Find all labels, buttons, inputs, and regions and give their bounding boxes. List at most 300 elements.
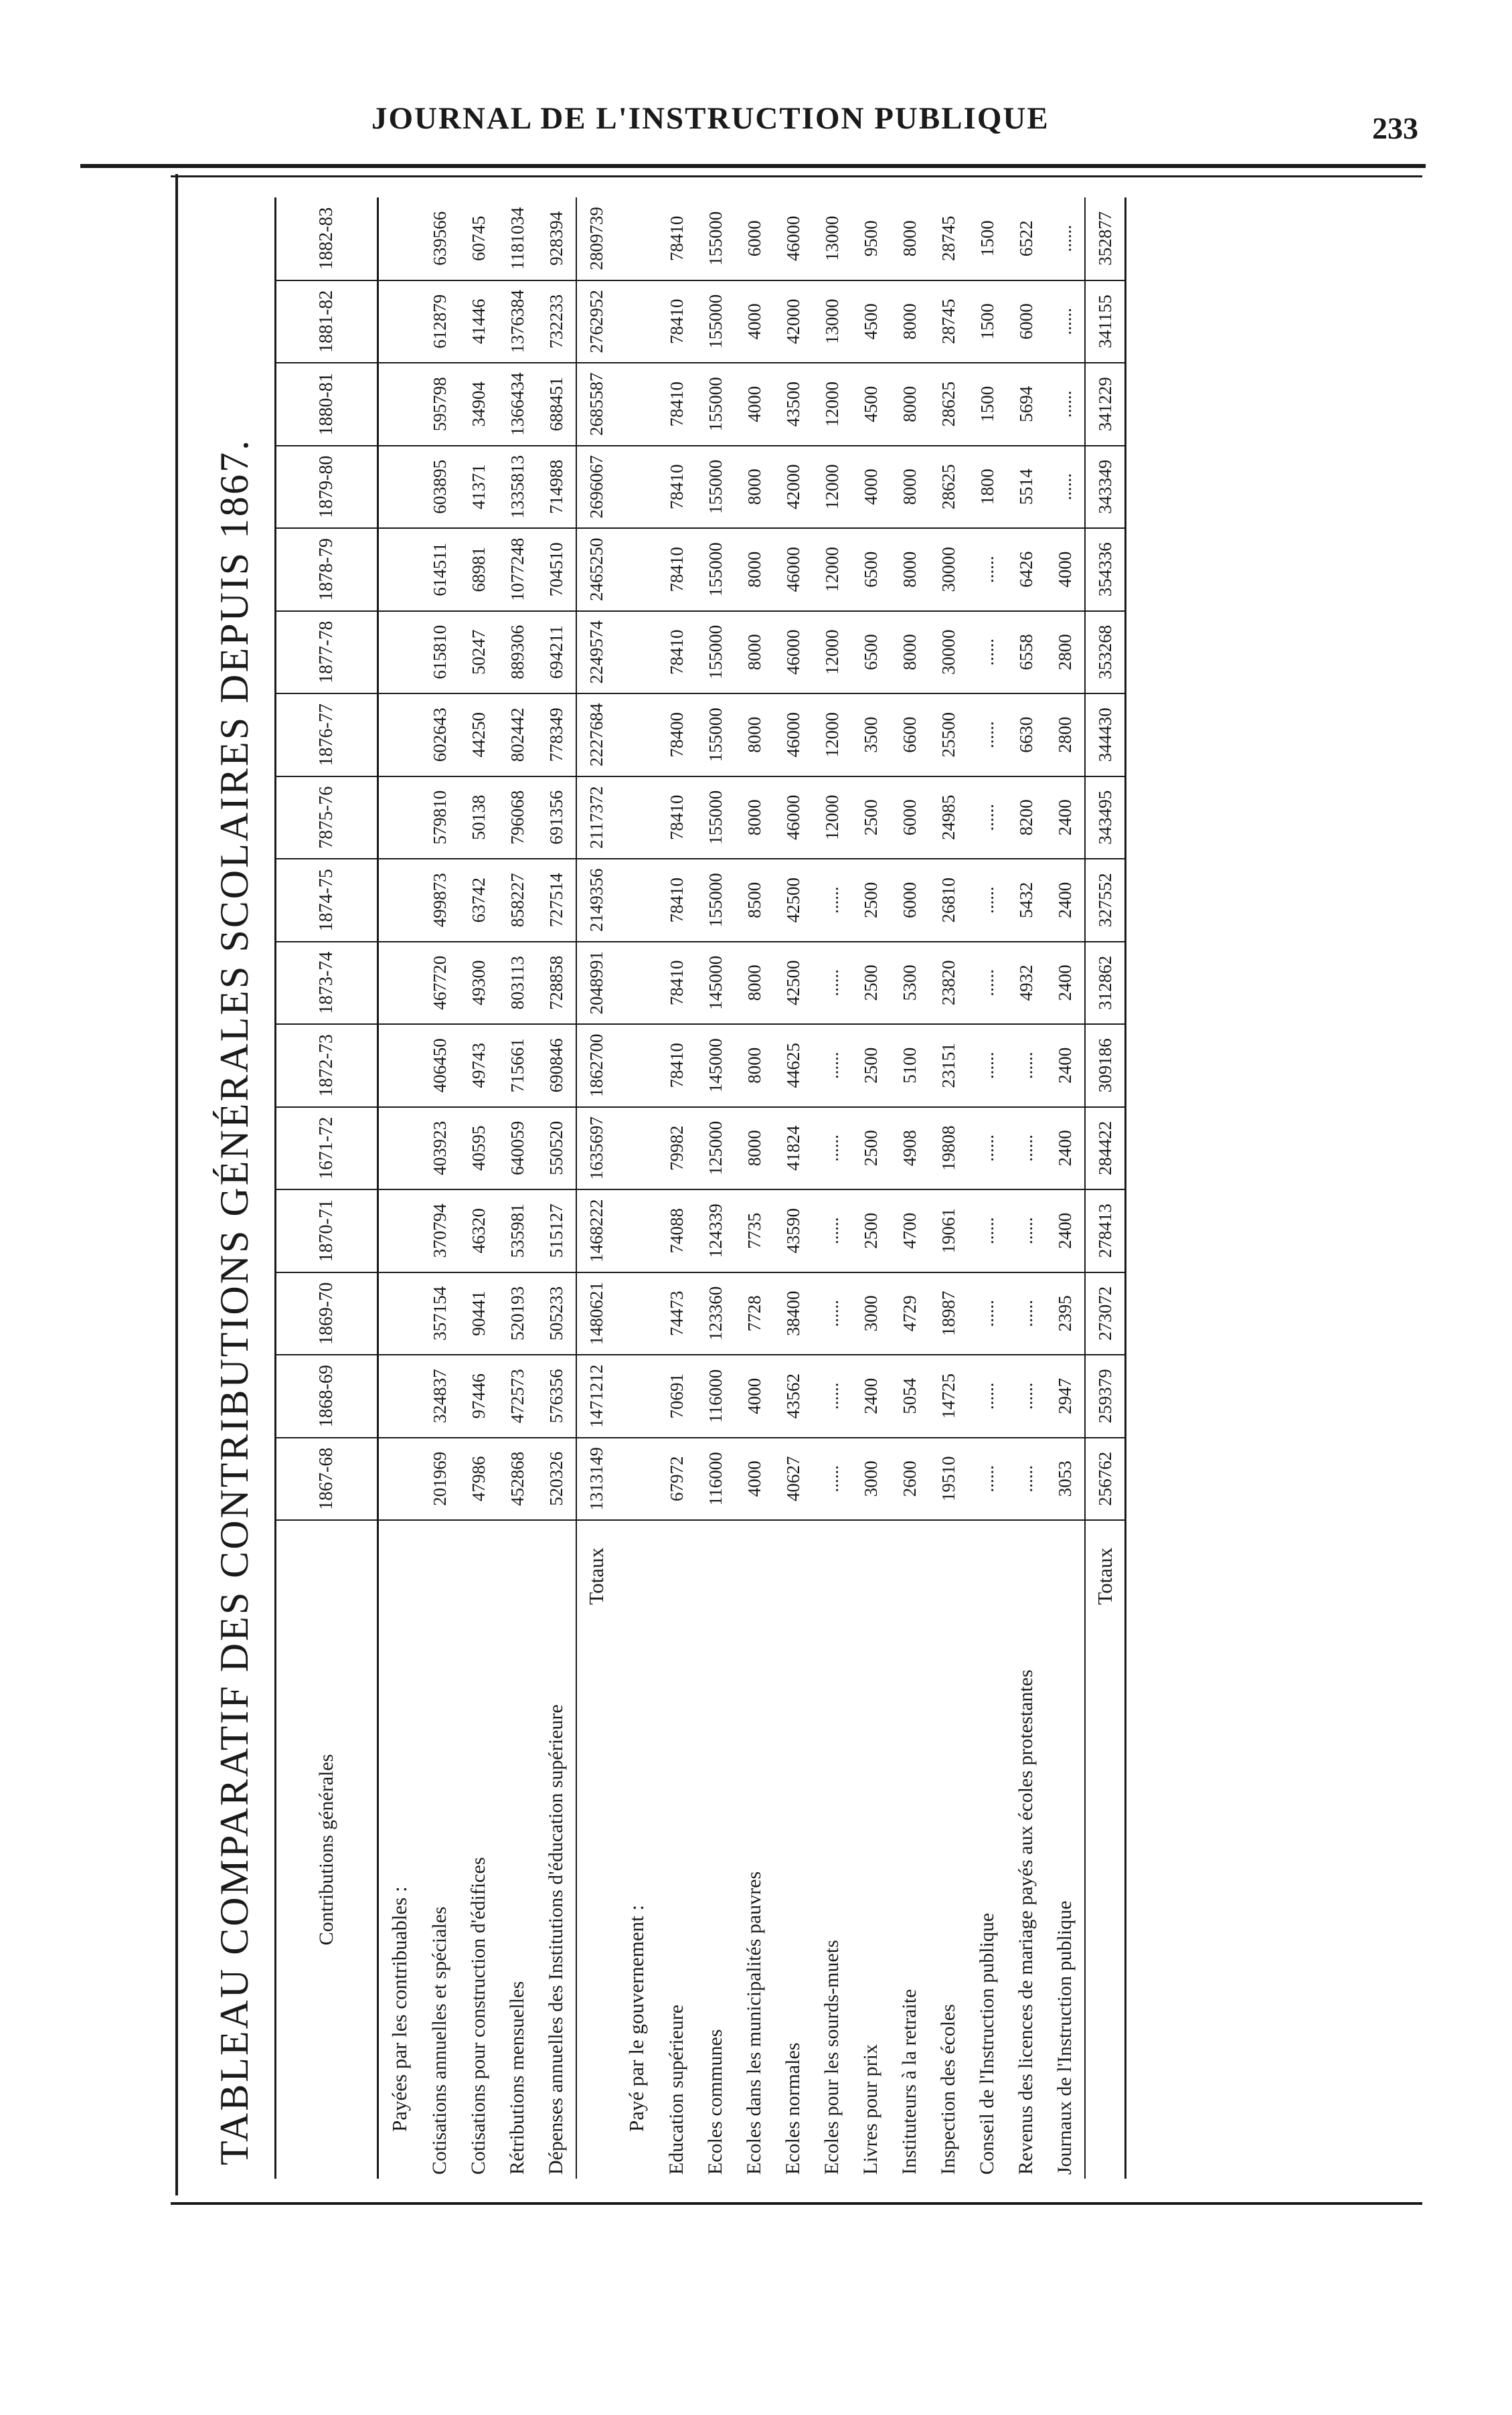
value-cell: ...... — [1007, 1189, 1045, 1272]
row-label: Journaux de l'Instruction publique — [1054, 1900, 1076, 2175]
value-cell: 2696067 — [576, 446, 616, 529]
empty-cell — [616, 446, 657, 529]
value-cell: 49300 — [459, 942, 498, 1025]
value-cell: 2500 — [851, 776, 890, 859]
value-cell: 341229 — [1085, 363, 1126, 446]
value-cell: ...... — [1007, 1024, 1045, 1107]
value-cell: 5300 — [890, 942, 929, 1025]
value-cell: ...... — [813, 859, 851, 942]
empty-cell — [378, 446, 421, 529]
value-cell: 50138 — [459, 776, 498, 859]
value-cell: ...... — [968, 693, 1007, 776]
value-cell: 1635697 — [576, 1107, 616, 1190]
value-cell: 19808 — [929, 1107, 968, 1190]
value-cell: 8000 — [890, 446, 929, 529]
table-row — [968, 197, 1007, 2179]
year-header: 1880-81 — [276, 363, 378, 446]
year-header: 7875-76 — [276, 776, 378, 859]
value-cell: 6500 — [851, 611, 890, 694]
value-cell: 403923 — [420, 1107, 459, 1190]
value-cell: 8000 — [890, 528, 929, 611]
value-cell: 1480621 — [576, 1272, 616, 1355]
value-cell: 78410 — [657, 446, 696, 529]
empty-cell — [378, 1355, 421, 1438]
empty-cell — [616, 280, 657, 363]
value-cell: 6600 — [890, 693, 929, 776]
value-cell: ...... — [1045, 363, 1085, 446]
table-row — [657, 197, 696, 2179]
value-cell: 38400 — [774, 1272, 813, 1355]
value-cell: 19510 — [929, 1438, 968, 1521]
value-cell: ...... — [968, 1024, 1007, 1107]
header-row — [276, 197, 378, 2179]
rotated-table-block — [194, 197, 1419, 2179]
value-cell: 1500 — [968, 363, 1007, 446]
value-cell: 5694 — [1007, 363, 1045, 446]
empty-cell — [616, 197, 657, 280]
value-cell: 24985 — [929, 776, 968, 859]
value-cell: 13000 — [813, 197, 851, 280]
value-cell: ...... — [1007, 1438, 1045, 1521]
section-heading-row — [378, 197, 421, 2179]
value-cell: 7735 — [735, 1189, 774, 1272]
value-cell: 452868 — [498, 1438, 537, 1521]
value-cell: 6000 — [735, 197, 774, 280]
value-cell: 602643 — [420, 693, 459, 776]
value-cell: 3000 — [851, 1272, 890, 1355]
value-cell: ...... — [968, 611, 1007, 694]
value-cell: 728858 — [537, 942, 576, 1025]
value-cell: 691356 — [537, 776, 576, 859]
year-header: 1870-71 — [276, 1189, 378, 1272]
value-cell: 614511 — [420, 528, 459, 611]
value-cell: 1800 — [968, 446, 1007, 529]
value-cell: 78400 — [657, 693, 696, 776]
value-cell: 12000 — [813, 693, 851, 776]
value-cell: ...... — [813, 942, 851, 1025]
value-cell: 155000 — [696, 197, 735, 280]
value-cell: 2395 — [1045, 1272, 1085, 1355]
empty-cell — [378, 1189, 421, 1272]
empty-cell — [378, 693, 421, 776]
value-cell: 46000 — [774, 693, 813, 776]
value-cell: 2947 — [1045, 1355, 1085, 1438]
value-cell: 78410 — [657, 611, 696, 694]
section-heading: Payé par le gouvernement : — [624, 1904, 648, 2132]
value-cell: 43590 — [774, 1189, 813, 1272]
value-cell: 42500 — [774, 942, 813, 1025]
value-cell: 28625 — [929, 446, 968, 529]
value-cell: 5432 — [1007, 859, 1045, 942]
empty-cell — [378, 1107, 421, 1190]
value-cell: 6630 — [1007, 693, 1045, 776]
empty-cell — [616, 776, 657, 859]
value-cell: 467720 — [420, 942, 459, 1025]
value-cell: 603895 — [420, 446, 459, 529]
left-rule — [175, 174, 178, 2195]
empty-cell — [378, 197, 421, 280]
value-cell: 5100 — [890, 1024, 929, 1107]
value-cell: 19061 — [929, 1189, 968, 1272]
value-cell: 28745 — [929, 280, 968, 363]
table-row — [890, 197, 929, 2179]
value-cell: 13000 — [813, 280, 851, 363]
value-cell: 8000 — [735, 611, 774, 694]
empty-cell — [378, 1272, 421, 1355]
empty-cell — [378, 776, 421, 859]
value-cell: 8000 — [735, 446, 774, 529]
value-cell: 353268 — [1085, 611, 1126, 694]
row-label: Rétributions mensuelles — [506, 1981, 528, 2175]
value-cell: 4932 — [1007, 942, 1045, 1025]
value-cell: 4000 — [1045, 528, 1085, 611]
row-label: Conseil de l'Instruction publique — [976, 1912, 998, 2175]
year-header: 1868-69 — [276, 1355, 378, 1438]
value-cell: 803113 — [498, 942, 537, 1025]
empty-cell — [616, 693, 657, 776]
table-row — [929, 197, 968, 2179]
value-cell: ...... — [968, 1355, 1007, 1438]
value-cell: 28745 — [929, 197, 968, 280]
value-cell: 78410 — [657, 776, 696, 859]
value-cell: 1500 — [968, 197, 1007, 280]
value-cell: 278413 — [1085, 1189, 1126, 1272]
value-cell: 2249574 — [576, 611, 616, 694]
value-cell: 2400 — [1045, 1024, 1085, 1107]
total-row — [1085, 197, 1126, 2179]
value-cell: 4700 — [890, 1189, 929, 1272]
value-cell: 8200 — [1007, 776, 1045, 859]
value-cell: 50247 — [459, 611, 498, 694]
empty-cell — [378, 942, 421, 1025]
empty-cell — [616, 528, 657, 611]
value-cell: 8000 — [735, 1024, 774, 1107]
page-number: 233 — [1372, 111, 1418, 145]
value-cell: 90441 — [459, 1272, 498, 1355]
value-cell: 2685587 — [576, 363, 616, 446]
value-cell: 312862 — [1085, 942, 1126, 1025]
value-cell: 8000 — [735, 776, 774, 859]
value-cell: 8000 — [890, 611, 929, 694]
row-label: Cotisations pour construction d'édifices — [467, 1857, 489, 2175]
table-row — [537, 197, 576, 2179]
value-cell: 47986 — [459, 1438, 498, 1521]
empty-cell — [378, 1024, 421, 1107]
value-cell: 63742 — [459, 859, 498, 942]
table-row — [735, 197, 774, 2179]
value-cell: 155000 — [696, 280, 735, 363]
row-label: Ecoles dans les municipalités pauvres — [743, 1871, 765, 2175]
contributions-table — [274, 197, 1126, 2179]
value-cell: 3000 — [851, 1438, 890, 1521]
value-cell: 550520 — [537, 1107, 576, 1190]
value-cell: 8000 — [735, 1107, 774, 1190]
value-cell: ...... — [813, 1024, 851, 1107]
value-cell: 273072 — [1085, 1272, 1126, 1355]
value-cell: 78410 — [657, 859, 696, 942]
empty-cell — [616, 859, 657, 942]
empty-cell — [616, 942, 657, 1025]
value-cell: 46320 — [459, 1189, 498, 1272]
value-cell: 49743 — [459, 1024, 498, 1107]
year-header: 1881-82 — [276, 280, 378, 363]
section-heading: Payées par les contribuables : — [388, 1886, 411, 2132]
value-cell: 6426 — [1007, 528, 1045, 611]
value-cell: 889306 — [498, 611, 537, 694]
value-cell: ...... — [813, 1272, 851, 1355]
bottom-rule — [171, 2202, 1422, 2205]
value-cell: 67972 — [657, 1438, 696, 1521]
year-header: 1867-68 — [276, 1438, 378, 1521]
value-cell: 42000 — [774, 446, 813, 529]
value-cell: 1468222 — [576, 1189, 616, 1272]
row-label: Education supérieure — [665, 2004, 687, 2175]
empty-cell — [378, 528, 421, 611]
row-label: Livres pour prix — [859, 2044, 881, 2175]
value-cell: 2400 — [1045, 776, 1085, 859]
value-cell: 2809739 — [576, 197, 616, 280]
year-header: 1869-70 — [276, 1272, 378, 1355]
section-heading-row — [616, 197, 657, 2179]
value-cell: 499873 — [420, 859, 459, 942]
table-row — [1007, 197, 1045, 2179]
value-cell: 6522 — [1007, 197, 1045, 280]
value-cell: 7728 — [735, 1272, 774, 1355]
value-cell: 60745 — [459, 197, 498, 280]
value-cell: 26810 — [929, 859, 968, 942]
value-cell: 4000 — [735, 1355, 774, 1438]
empty-cell — [616, 611, 657, 694]
value-cell: 6558 — [1007, 611, 1045, 694]
value-cell: 259379 — [1085, 1355, 1126, 1438]
value-cell: 78410 — [657, 1024, 696, 1107]
value-cell: 74088 — [657, 1189, 696, 1272]
value-cell: 690846 — [537, 1024, 576, 1107]
value-cell: 25500 — [929, 693, 968, 776]
row-label: Dépenses annuelles des Institutions d'éducation supérieure — [545, 1704, 567, 2175]
table-title: TABLEAU COMPARATIF DES CONTRIBUTIONS GÉNÉRALES SCOLAIRES DEPUIS 1867. — [212, 438, 256, 2165]
row-label: Ecoles communes — [704, 2029, 726, 2175]
value-cell: 201969 — [420, 1438, 459, 1521]
empty-cell — [616, 1107, 657, 1190]
value-cell: 155000 — [696, 776, 735, 859]
value-cell: 2800 — [1045, 611, 1085, 694]
value-cell: 284422 — [1085, 1107, 1126, 1190]
value-cell: 796068 — [498, 776, 537, 859]
value-cell: 370794 — [420, 1189, 459, 1272]
value-cell: 4500 — [851, 280, 890, 363]
year-header: 1872-73 — [276, 1024, 378, 1107]
value-cell: 46000 — [774, 528, 813, 611]
value-cell: 2500 — [851, 859, 890, 942]
value-cell: 14725 — [929, 1355, 968, 1438]
value-cell: 41446 — [459, 280, 498, 363]
value-cell: 472573 — [498, 1355, 537, 1438]
value-cell: 6000 — [1007, 280, 1045, 363]
value-cell: 12000 — [813, 528, 851, 611]
value-cell: 8000 — [735, 528, 774, 611]
value-cell: 9500 — [851, 197, 890, 280]
year-header: 1879-80 — [276, 446, 378, 529]
value-cell: ...... — [1007, 1272, 1045, 1355]
value-cell: 2400 — [1045, 942, 1085, 1025]
value-cell: ...... — [968, 528, 1007, 611]
row-label: Ecoles normales — [782, 2042, 804, 2175]
value-cell: 727514 — [537, 859, 576, 942]
empty-cell — [616, 1438, 657, 1521]
value-cell: 928394 — [537, 197, 576, 280]
value-cell: 79982 — [657, 1107, 696, 1190]
value-cell: 43500 — [774, 363, 813, 446]
value-cell: 12000 — [813, 446, 851, 529]
row-label: Totaux — [1085, 1520, 1126, 2179]
value-cell: 595798 — [420, 363, 459, 446]
value-cell: 155000 — [696, 693, 735, 776]
label-column-header: Contributions générales — [276, 1520, 378, 2179]
row-label: Ecoles pour les sourds-muets — [821, 1940, 843, 2175]
value-cell: 30000 — [929, 611, 968, 694]
value-cell: 78410 — [657, 528, 696, 611]
value-cell: 43562 — [774, 1355, 813, 1438]
empty-cell — [616, 1024, 657, 1107]
value-cell: ...... — [968, 1107, 1007, 1190]
value-cell: 155000 — [696, 363, 735, 446]
value-cell: 44625 — [774, 1024, 813, 1107]
value-cell: 3500 — [851, 693, 890, 776]
value-cell: ...... — [968, 859, 1007, 942]
value-cell: 30000 — [929, 528, 968, 611]
value-cell: 4000 — [851, 446, 890, 529]
table-row — [459, 197, 498, 2179]
value-cell: 256762 — [1085, 1438, 1126, 1521]
value-cell: 8000 — [735, 693, 774, 776]
value-cell: 1500 — [968, 280, 1007, 363]
value-cell: 357154 — [420, 1272, 459, 1355]
value-cell: 6000 — [890, 776, 929, 859]
value-cell: 5514 — [1007, 446, 1045, 529]
value-cell: 23820 — [929, 942, 968, 1025]
value-cell: ...... — [1045, 197, 1085, 280]
value-cell: ...... — [968, 1272, 1007, 1355]
empty-cell — [616, 1272, 657, 1355]
table-row — [774, 197, 813, 2179]
value-cell: 2465250 — [576, 528, 616, 611]
value-cell: 42000 — [774, 280, 813, 363]
value-cell: ...... — [813, 1355, 851, 1438]
value-cell: 2500 — [851, 1189, 890, 1272]
value-cell: 8000 — [890, 197, 929, 280]
table-row — [498, 197, 537, 2179]
value-cell: 688451 — [537, 363, 576, 446]
row-label: Revenus des licences de mariage payés aux écoles protestantes — [1015, 1669, 1037, 2175]
value-cell: 354336 — [1085, 528, 1126, 611]
value-cell: 74473 — [657, 1272, 696, 1355]
value-cell: 2400 — [851, 1355, 890, 1438]
value-cell: 2048991 — [576, 942, 616, 1025]
value-cell: 802442 — [498, 693, 537, 776]
value-cell: 8000 — [890, 280, 929, 363]
value-cell: ...... — [813, 1438, 851, 1521]
value-cell: 78410 — [657, 363, 696, 446]
value-cell: 778349 — [537, 693, 576, 776]
value-cell: 1471212 — [576, 1355, 616, 1438]
value-cell: 116000 — [696, 1355, 735, 1438]
value-cell: 41824 — [774, 1107, 813, 1190]
value-cell: 1335813 — [498, 446, 537, 529]
value-cell: ...... — [813, 1107, 851, 1190]
value-cell: 704510 — [537, 528, 576, 611]
value-cell: 858227 — [498, 859, 537, 942]
empty-cell — [378, 859, 421, 942]
value-cell: 8000 — [735, 942, 774, 1025]
table-row — [1045, 197, 1085, 2179]
empty-cell — [616, 1189, 657, 1272]
value-cell: 715661 — [498, 1024, 537, 1107]
empty-cell — [378, 1438, 421, 1521]
value-cell: 612879 — [420, 280, 459, 363]
value-cell: 12000 — [813, 776, 851, 859]
value-cell: 694211 — [537, 611, 576, 694]
value-cell: 34904 — [459, 363, 498, 446]
value-cell: 343349 — [1085, 446, 1126, 529]
value-cell: 40595 — [459, 1107, 498, 1190]
table-row — [813, 197, 851, 2179]
table-row — [851, 197, 890, 2179]
value-cell: ...... — [968, 1438, 1007, 1521]
year-header: 1671-72 — [276, 1107, 378, 1190]
value-cell: 1862700 — [576, 1024, 616, 1107]
value-cell: 2800 — [1045, 693, 1085, 776]
empty-cell — [378, 611, 421, 694]
value-cell: 8000 — [890, 363, 929, 446]
value-cell: 46000 — [774, 776, 813, 859]
value-cell: 125000 — [696, 1107, 735, 1190]
value-cell: 327552 — [1085, 859, 1126, 942]
value-cell: 4500 — [851, 363, 890, 446]
value-cell: 155000 — [696, 528, 735, 611]
value-cell: 23151 — [929, 1024, 968, 1107]
top-rule — [80, 164, 1426, 168]
value-cell: 1366434 — [498, 363, 537, 446]
value-cell: ...... — [1007, 1107, 1045, 1190]
value-cell: 4729 — [890, 1272, 929, 1355]
value-cell: 42500 — [774, 859, 813, 942]
value-cell: 2500 — [851, 1107, 890, 1190]
year-header: 1876-77 — [276, 693, 378, 776]
value-cell: 68981 — [459, 528, 498, 611]
table-row — [696, 197, 735, 2179]
table-row — [420, 197, 459, 2179]
value-cell: 344430 — [1085, 693, 1126, 776]
value-cell: 639566 — [420, 197, 459, 280]
value-cell: 6000 — [890, 859, 929, 942]
value-cell: ...... — [968, 942, 1007, 1025]
value-cell: 2400 — [1045, 1107, 1085, 1190]
value-cell: 341155 — [1085, 280, 1126, 363]
value-cell: 124339 — [696, 1189, 735, 1272]
value-cell: 145000 — [696, 942, 735, 1025]
value-cell: 309186 — [1085, 1024, 1126, 1107]
value-cell: 3053 — [1045, 1438, 1085, 1521]
value-cell: 505233 — [537, 1272, 576, 1355]
row-label: Cotisations annuelles et spéciales — [428, 1906, 450, 2175]
empty-cell — [378, 280, 421, 363]
row-label: Inspection des écoles — [937, 2004, 959, 2175]
value-cell: 40627 — [774, 1438, 813, 1521]
value-cell: 97446 — [459, 1355, 498, 1438]
value-cell: ...... — [1045, 446, 1085, 529]
value-cell: 515127 — [537, 1189, 576, 1272]
